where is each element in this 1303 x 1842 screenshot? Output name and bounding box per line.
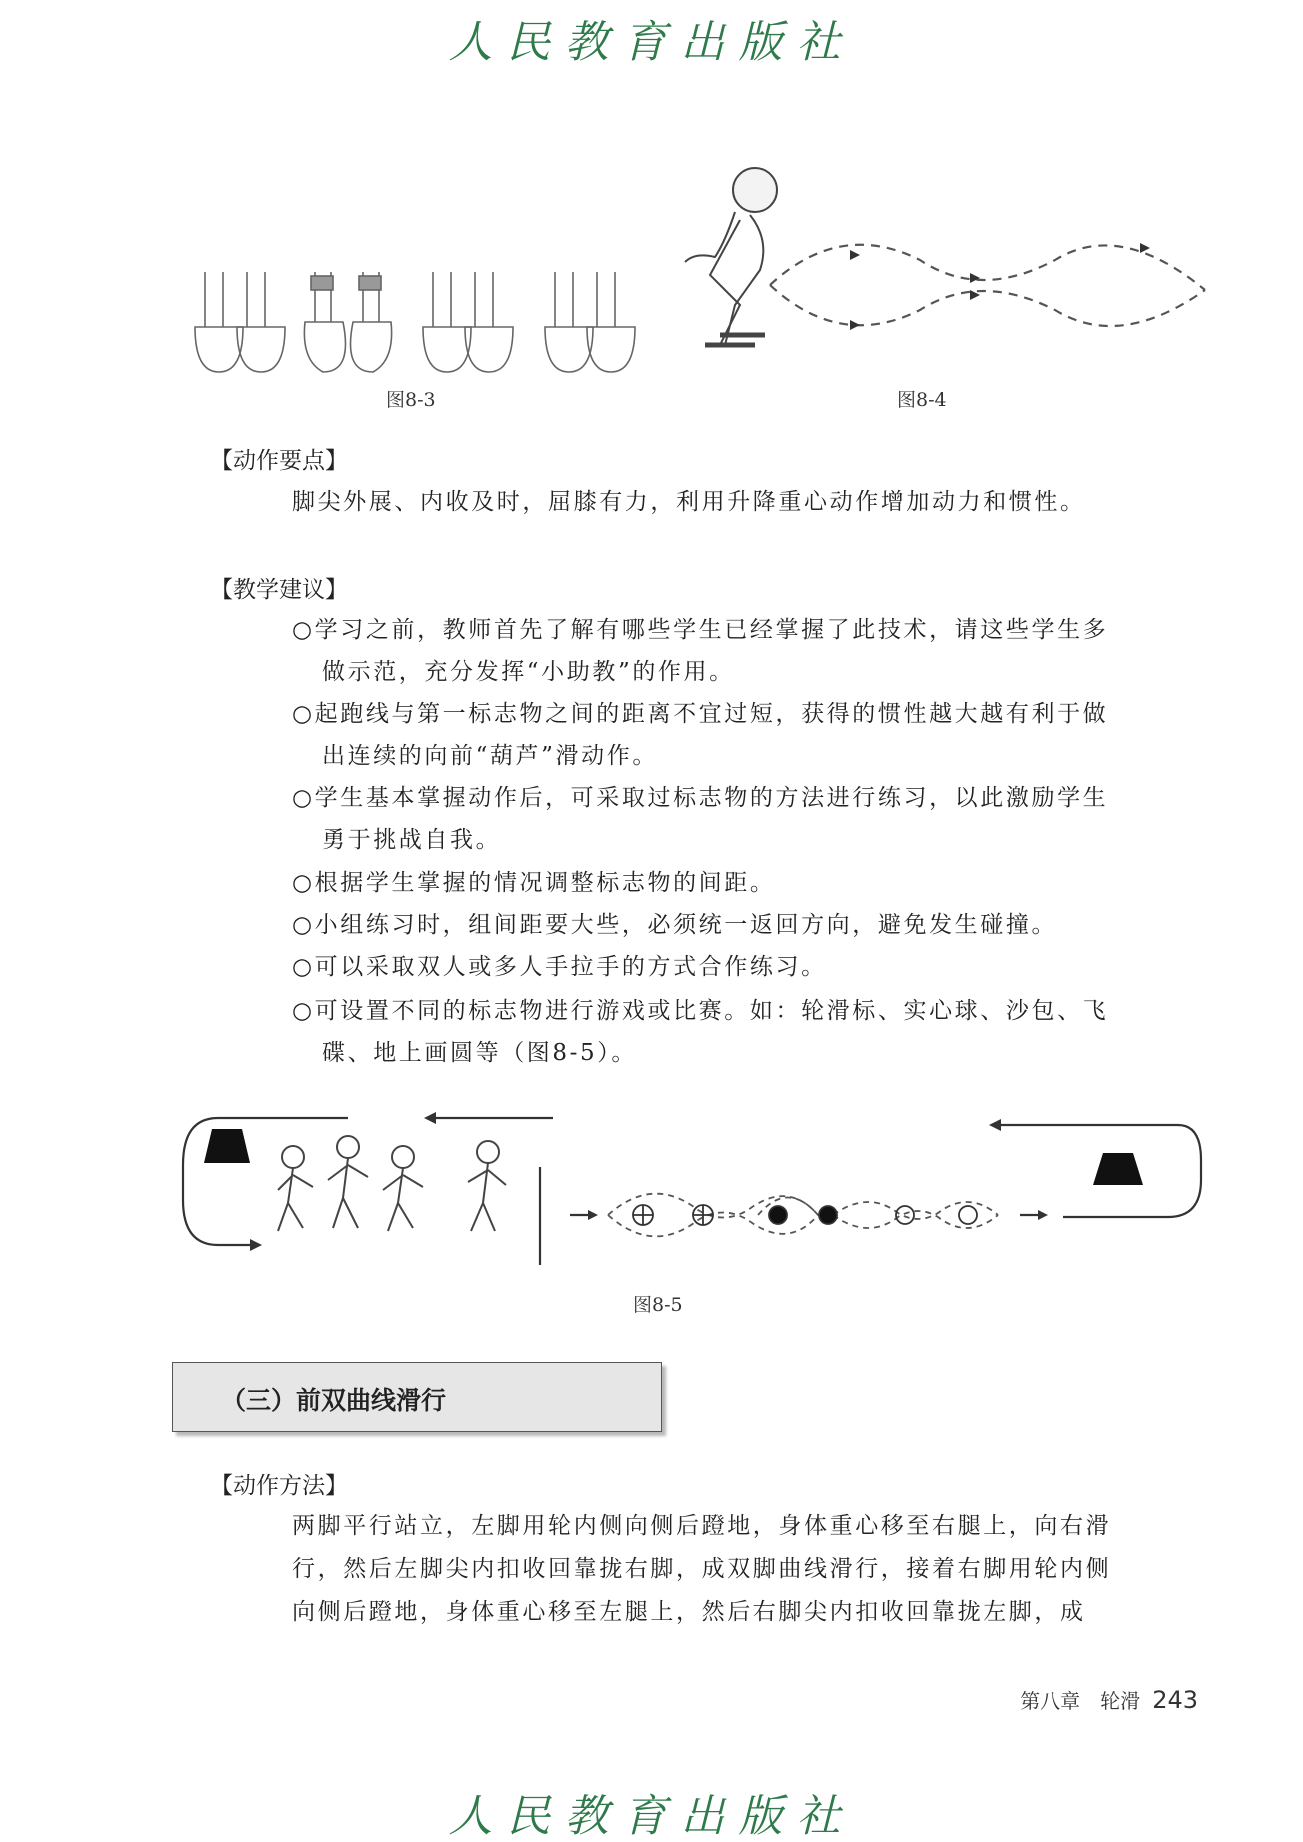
figure-8-4-skater-paths <box>650 160 1210 380</box>
method-line-2: 行，然后左脚尖内扣收回靠拢右脚，成双脚曲线滑行，接着右脚用轮内侧 <box>292 1556 1112 1582</box>
teaching-item-2: ○起跑线与第一标志物之间的距离不宜过短，获得的惯性越大越有利于做 出连续的向前“葫芦”滑动作。 <box>292 701 1109 769</box>
page-number: 243 <box>1152 1686 1198 1714</box>
section-title: （三）前双曲线滑行 <box>221 1386 447 1415</box>
method-line-1: 两脚平行站立，左脚用轮内侧向侧后蹬地，身体重心移至右腿上，向右滑 <box>292 1513 1112 1539</box>
section-title-box <box>172 1362 662 1432</box>
method-heading: 【动作方法】 <box>210 1473 348 1499</box>
key-points-text: 脚尖外展、内收及时，屈膝有力，利用升降重心动作增加动力和惯性。 <box>292 489 1086 515</box>
teaching-item-6: ○可以采取双人或多人手拉手的方式合作练习。 <box>292 954 827 980</box>
teaching-item-1: ○学习之前，教师首先了解有哪些学生已经掌握了此技术，请这些学生多 做示范，充分发挥“小助教”的作用。 <box>292 617 1109 685</box>
figure-8-4-caption: 图8-4 <box>897 389 947 411</box>
figure-8-3-caption: 图8-3 <box>386 389 436 411</box>
teaching-item-7: ○可设置不同的标志物进行游戏或比赛。如：轮滑标、实心球、沙包、飞 碟、地上画圆等（图8-5）。 <box>292 998 1109 1066</box>
teaching-heading: 【教学建议】 <box>210 577 348 603</box>
method-line-3: 向侧后蹬地，身体重心移至左腿上，然后右脚尖内扣收回靠拢左脚，成 <box>292 1599 1086 1625</box>
publisher-watermark-bottom: 人民教育出版社 <box>448 1791 855 1842</box>
teaching-item-3: ○学生基本掌握动作后，可采取过标志物的方法进行练习，以此激励学生 勇于挑战自我。 <box>292 785 1109 853</box>
chapter-label: 第八章 轮滑 <box>1020 1689 1141 1713</box>
page-footer <box>1020 1685 1198 1714</box>
method-paragraph <box>292 1505 1212 1634</box>
figure-8-5-practice-course <box>178 1105 1203 1285</box>
publisher-watermark-top: 人民教育出版社 <box>448 17 855 68</box>
figure-8-5-caption: 图8-5 <box>633 1294 683 1316</box>
figure-8-3-skate-tracks <box>185 262 710 377</box>
teaching-item-4: ○根据学生掌握的情况调整标志物的间距。 <box>292 870 776 896</box>
teaching-item-5: ○小组练习时，组间距要大些，必须统一返回方向，避免发生碰撞。 <box>292 912 1058 938</box>
key-points-heading: 【动作要点】 <box>210 448 348 474</box>
